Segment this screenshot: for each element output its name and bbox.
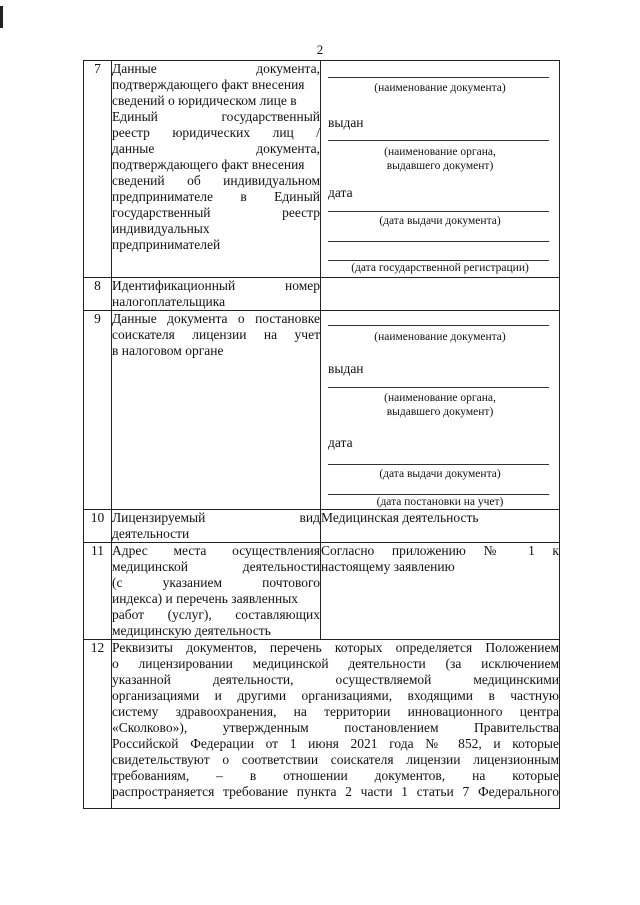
field-caption: (дата государственной регистрации) — [351, 262, 529, 274]
field-caption: (наименование документа) — [374, 331, 506, 343]
row-number: 11 — [84, 543, 112, 640]
issuer-line[interactable] — [328, 387, 549, 388]
table-row — [84, 510, 560, 543]
field-caption: выдавшего документ) — [386, 160, 494, 172]
issue-date-line[interactable] — [328, 211, 549, 212]
scan-corner-mark — [0, 6, 3, 28]
field-caption: (дата выдачи документа) — [379, 215, 501, 227]
row-number: 8 — [84, 278, 112, 311]
issuer-line[interactable] — [328, 140, 549, 141]
row-label: Лицензируемый вид деятельности — [112, 510, 320, 541]
page-number: 2 — [316, 42, 324, 57]
date-label: дата — [328, 435, 353, 450]
field-caption: (наименование органа, — [384, 392, 496, 404]
row-number: 10 — [84, 510, 112, 543]
document-name-line[interactable] — [328, 77, 549, 78]
date-label: дата — [328, 185, 353, 200]
row-label: Идентификационный номер налогоплательщика — [112, 278, 320, 309]
tax-registration-fields — [321, 311, 560, 510]
address-value: Согласно приложению № 1 к настоящему заявлению — [321, 543, 560, 640]
spacer-line — [328, 241, 549, 242]
issue-date-line[interactable] — [328, 464, 549, 465]
row-label: Адрес места осуществления медицинской деятельности (с указанием почтового индекса) и перечень заявленных работ (услуг), составляющих медицинскую деятельность — [112, 543, 320, 638]
row-number: 7 — [84, 61, 112, 278]
table-row — [84, 61, 560, 278]
document-name-line[interactable] — [328, 325, 549, 326]
document-fields — [321, 61, 560, 278]
row-label: Данные документа, подтверждающего факт внесения сведений о юридическом лице в Единый государственный реестр юридических лиц / данные документа, подтверждающего факт внесения сведений об индивидуальном предпринимателе в Единый государственный реестр индивидуальных предпринимателей — [112, 61, 321, 278]
issued-label: выдан — [328, 115, 364, 130]
field-caption: (наименование органа, — [384, 146, 496, 158]
licensed-activity-value: Медицинская деятельность — [321, 510, 560, 543]
issued-label: выдан — [328, 361, 364, 376]
field-caption: (наименование документа) — [374, 82, 506, 94]
application-form-table — [83, 60, 560, 809]
field-caption: (дата постановки на учет) — [376, 496, 504, 508]
row-label: Данные документа о постановке соискателя лицензии на учет в налоговом органе — [112, 311, 321, 510]
table-row — [84, 640, 560, 809]
field-caption: выдавшего документ) — [386, 406, 494, 418]
requisites-text: Реквизиты документов, перечень которых определяется Положением о лицензировании медицинской деятельности (за исключением указанной деятельности, осуществляемой медицинскими организациями и другими организациями, входящими в частную систему здравоохранения, на территории инновационного центра «Сколково»), утвержденным постановлением Правительства Российской Федерации от 1 июня 2021 года № 852, и которые свидетельствуют о соответствии соискателя лицензии лицензионным требованиям, – в отношении документов, на которые распространяется требование пункта 2 части 1 статьи 7 Федерального — [112, 640, 560, 809]
field-caption: (дата выдачи документа) — [379, 468, 501, 480]
table-row — [84, 278, 560, 311]
row-number: 9 — [84, 311, 112, 510]
row-number: 12 — [84, 640, 112, 809]
table-row — [84, 311, 560, 510]
table-row — [84, 543, 560, 640]
taxpayer-id-value[interactable] — [321, 278, 560, 311]
